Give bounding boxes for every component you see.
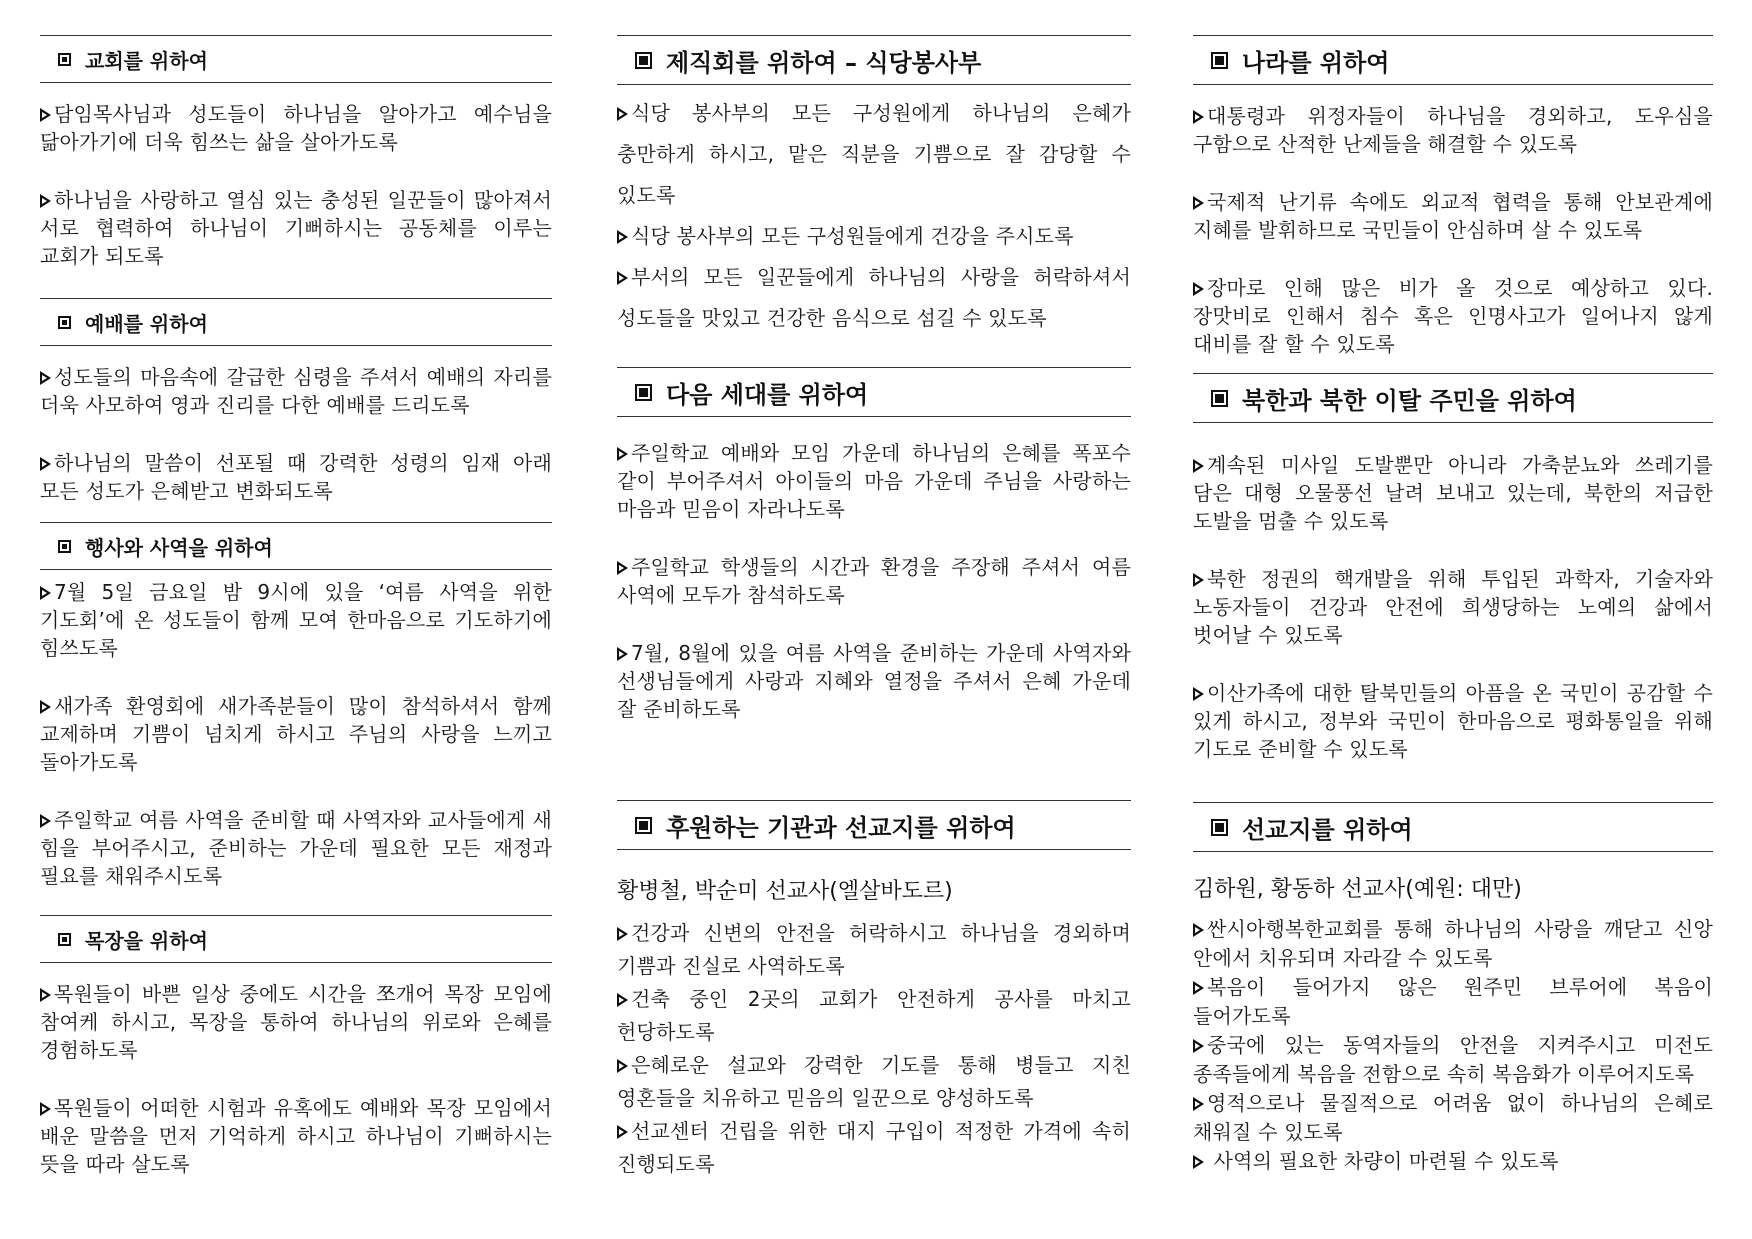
- section-header: [40, 915, 552, 963]
- section-title: 예배를 위하여: [85, 311, 208, 336]
- triangle-bullet-icon: [617, 561, 628, 575]
- section-header: [1193, 35, 1713, 85]
- section-header: [40, 298, 552, 346]
- prayer-item: 싼시아행복한교회를 통해 하나님의 사랑을 깨닫고 신앙 안에서 치유되며 자라갈 수 있도록: [1193, 917, 1713, 970]
- square-bullet-icon: [1211, 819, 1228, 836]
- triangle-bullet-icon: [40, 700, 51, 714]
- square-bullet-icon: [635, 52, 652, 69]
- prayer-item: 중국에 있는 동역자들의 안전을 지켜주시고 미전도 종족들에게 복음을 전함으로 속히 복음화가 이루어지도록: [1193, 1033, 1713, 1086]
- section-header: [1193, 802, 1713, 852]
- triangle-bullet-icon: [1193, 1039, 1204, 1053]
- prayer-item: 7월, 8월에 있을 여름 사역을 준비하는 가운데 사역자와 선생님들에게 사랑과 지혜와 열정을 주셔서 은혜 가운데 잘 준비하도록: [617, 641, 1131, 721]
- triangle-bullet-icon: [1193, 282, 1204, 296]
- section-title: 북한과 북한 이탈 주민을 위하여: [1242, 386, 1577, 415]
- section-missions-support: [617, 800, 1131, 1181]
- section-title: 다음 세대를 위하여: [666, 380, 869, 409]
- section-header: [617, 800, 1131, 850]
- triangle-bullet-icon: [617, 1125, 628, 1139]
- prayer-item: 국제적 난기류 속에도 외교적 협력을 통해 안보관계에 지혜를 발휘하므로 국민들이 안심하며 살 수 있도록: [1193, 190, 1713, 242]
- triangle-bullet-icon: [1193, 196, 1204, 210]
- triangle-bullet-icon: [617, 230, 628, 244]
- prayer-item: 건강과 신변의 안전을 허락하시고 하나님을 경외하며 기쁨과 진실로 사역하도록: [617, 921, 1131, 978]
- missionary-name: 황병철, 박순미 선교사(엘살바도르): [617, 879, 953, 904]
- section-header: [617, 35, 1131, 85]
- triangle-bullet-icon: [617, 927, 628, 941]
- triangle-bullet-icon: [40, 988, 51, 1002]
- section-header: [40, 522, 552, 570]
- square-bullet-icon: [1211, 390, 1228, 407]
- prayer-item: 주일학교 학생들의 시간과 환경을 주장해 주셔서 여름 사역에 모두가 참석하도록: [617, 555, 1131, 607]
- triangle-bullet-icon: [1193, 1155, 1204, 1169]
- prayer-item: 새가족 환영회에 새가족분들이 많이 참석하셔서 함께 교제하며 기쁨이 넘치게 하시고 주님의 사랑을 느끼고 돌아가도록: [40, 694, 552, 774]
- triangle-bullet-icon: [40, 371, 51, 385]
- triangle-bullet-icon: [1193, 923, 1204, 937]
- triangle-bullet-icon: [40, 814, 51, 828]
- triangle-bullet-icon: [617, 647, 628, 661]
- triangle-bullet-icon: [1193, 687, 1204, 701]
- section-nation: [1193, 35, 1713, 358]
- section-next-generation: [617, 367, 1131, 723]
- section-worship: [40, 298, 552, 505]
- prayer-item: 성도들의 마음속에 갈급한 심령을 주셔서 예배의 자리를 더욱 사모하여 영과 진리를 다한 예배를 드리도록: [40, 365, 552, 417]
- prayer-item: 건축 중인 2곳의 교회가 안전하게 공사를 마치고 헌당하도록: [617, 987, 1131, 1044]
- prayer-item: 목원들이 바쁜 일상 중에도 시간을 쪼개어 목장 모임에 참여케 하시고, 목장을 통하여 하나님의 위로와 은혜를 경험하도록: [40, 982, 552, 1062]
- triangle-bullet-icon: [40, 194, 51, 208]
- triangle-bullet-icon: [617, 993, 628, 1007]
- triangle-bullet-icon: [1193, 573, 1204, 587]
- prayer-item: 식당 봉사부의 모든 구성원들에게 건강을 주시도록: [617, 216, 1131, 257]
- section-cell-group: [40, 915, 552, 1178]
- section-events: [40, 522, 552, 890]
- prayer-item: 대통령과 위정자들이 하나님을 경외하고, 도우심을 구함으로 산적한 난제들을 해결할 수 있도록: [1193, 104, 1713, 156]
- square-bullet-icon: [58, 316, 71, 329]
- prayer-item: 영적으로나 물질적으로 어려움 없이 하나님의 은혜로 채워질 수 있도록: [1193, 1091, 1713, 1144]
- prayer-item: 은혜로운 설교와 강력한 기도를 통해 병들고 지친 영혼들을 치유하고 믿음의 일꾼으로 양성하도록: [617, 1053, 1131, 1110]
- prayer-item: 선교센터 건립을 위한 대지 구입이 적정한 가격에 속히 진행되도록: [617, 1119, 1131, 1176]
- missionary-name: 김하원, 황동하 선교사(예원: 대만): [1193, 877, 1522, 902]
- section-header: [617, 367, 1131, 417]
- prayer-item: 식당 봉사부의 모든 구성원에게 하나님의 은혜가 충만하게 하시고, 맡은 직분을 기쁨으로 잘 감당할 수 있도록: [617, 101, 1131, 207]
- section-title: 교회를 위하여: [85, 48, 208, 73]
- triangle-bullet-icon: [617, 1059, 628, 1073]
- prayer-item: 하나님을 사랑하고 열심 있는 충성된 일꾼들이 많아져서 서로 협력하여 하나님이 기뻐하시는 공동체를 이루는 교회가 되도록: [40, 188, 552, 268]
- section-title: 제직회를 위하여 – 식당봉사부: [666, 48, 982, 77]
- triangle-bullet-icon: [1193, 459, 1204, 473]
- section-deacons-kitchen: [617, 35, 1131, 339]
- section-header: [40, 35, 552, 83]
- square-bullet-icon: [1211, 52, 1228, 69]
- triangle-bullet-icon: [617, 271, 628, 285]
- prayer-item: 주일학교 예배와 모임 가운데 하나님의 은혜를 폭포수 같이 부어주셔서 아이들의 마음 가운데 주님을 사랑하는 마음과 믿음이 자라나도록: [617, 441, 1131, 521]
- triangle-bullet-icon: [1193, 981, 1204, 995]
- triangle-bullet-icon: [617, 107, 628, 121]
- section-mission-field: [1193, 802, 1713, 1176]
- prayer-item: 주일학교 여름 사역을 준비할 때 사역자와 교사들에게 새 힘을 부어주시고, 준비하는 가운데 필요한 모든 재정과 필요를 채워주시도록: [40, 808, 552, 888]
- section-title: 선교지를 위하여: [1242, 815, 1413, 844]
- prayer-item: 7월 5일 금요일 밤 9시에 있을 ‘여름 사역을 위한 기도회’에 온 성도들이 함께 모여 한마음으로 기도하기에 힘쓰도록: [40, 580, 552, 660]
- prayer-item: 부서의 모든 일꾼들에게 하나님의 사랑을 허락하셔서 성도들을 맛있고 건강한 음식으로 섬길 수 있도록: [617, 265, 1131, 330]
- square-bullet-icon: [58, 933, 71, 946]
- triangle-bullet-icon: [40, 457, 51, 471]
- section-header: [1193, 373, 1713, 423]
- triangle-bullet-icon: [40, 108, 51, 122]
- square-bullet-icon: [635, 384, 652, 401]
- prayer-item: 이산가족에 대한 탈북민들의 아픔을 온 국민이 공감할 수 있게 하시고, 정부와 국민이 한마음으로 평화통일을 위해 기도로 준비할 수 있도록: [1193, 681, 1713, 761]
- triangle-bullet-icon: [40, 1102, 51, 1116]
- section-title: 나라를 위하여: [1242, 48, 1390, 77]
- section-title: 후원하는 기관과 선교지를 위하여: [666, 813, 1016, 842]
- prayer-item: 장마로 인해 많은 비가 올 것으로 예상하고 있다. 장맛비로 인해서 침수 혹은 인명사고가 일어나지 않게 대비를 잘 할 수 있도록: [1193, 276, 1713, 356]
- section-church: [40, 35, 552, 270]
- section-title: 행사와 사역을 위하여: [85, 535, 273, 560]
- square-bullet-icon: [58, 53, 71, 66]
- section-title: 목장을 위하여: [85, 928, 208, 953]
- prayer-item: 복음이 들어가지 않은 원주민 브루어에 복음이 들어가도록: [1193, 975, 1713, 1028]
- triangle-bullet-icon: [617, 447, 628, 461]
- prayer-item: 사역의 필요한 차량이 마련될 수 있도록: [1193, 1147, 1713, 1176]
- prayer-item: 담임목사님과 성도들이 하나님을 알아가고 예수님을 닮아가기에 더욱 힘쓰는 삶을 살아가도록: [40, 102, 552, 154]
- square-bullet-icon: [58, 540, 71, 553]
- triangle-bullet-icon: [1193, 1097, 1204, 1111]
- triangle-bullet-icon: [1193, 110, 1204, 124]
- square-bullet-icon: [635, 817, 652, 834]
- prayer-item: 북한 정권의 핵개발을 위해 투입된 과학자, 기술자와 노동자들이 건강과 안전에 희생당하는 노예의 삶에서 벗어날 수 있도록: [1193, 567, 1713, 647]
- prayer-item: 계속된 미사일 도발뿐만 아니라 가축분뇨와 쓰레기를 담은 대형 오물풍선 날려 보내고 있는데, 북한의 저급한 도발을 멈출 수 있도록: [1193, 453, 1713, 533]
- triangle-bullet-icon: [40, 586, 51, 600]
- prayer-item: 하나님의 말씀이 선포될 때 강력한 성령의 임재 아래 모든 성도가 은혜받고 변화되도록: [40, 451, 552, 503]
- prayer-item: 목원들이 어떠한 시험과 유혹에도 예배와 목장 모임에서 배운 말씀을 먼저 기억하게 하시고 하나님이 기뻐하시는 뜻을 따라 살도록: [40, 1096, 552, 1176]
- section-north-korea: [1193, 373, 1713, 763]
